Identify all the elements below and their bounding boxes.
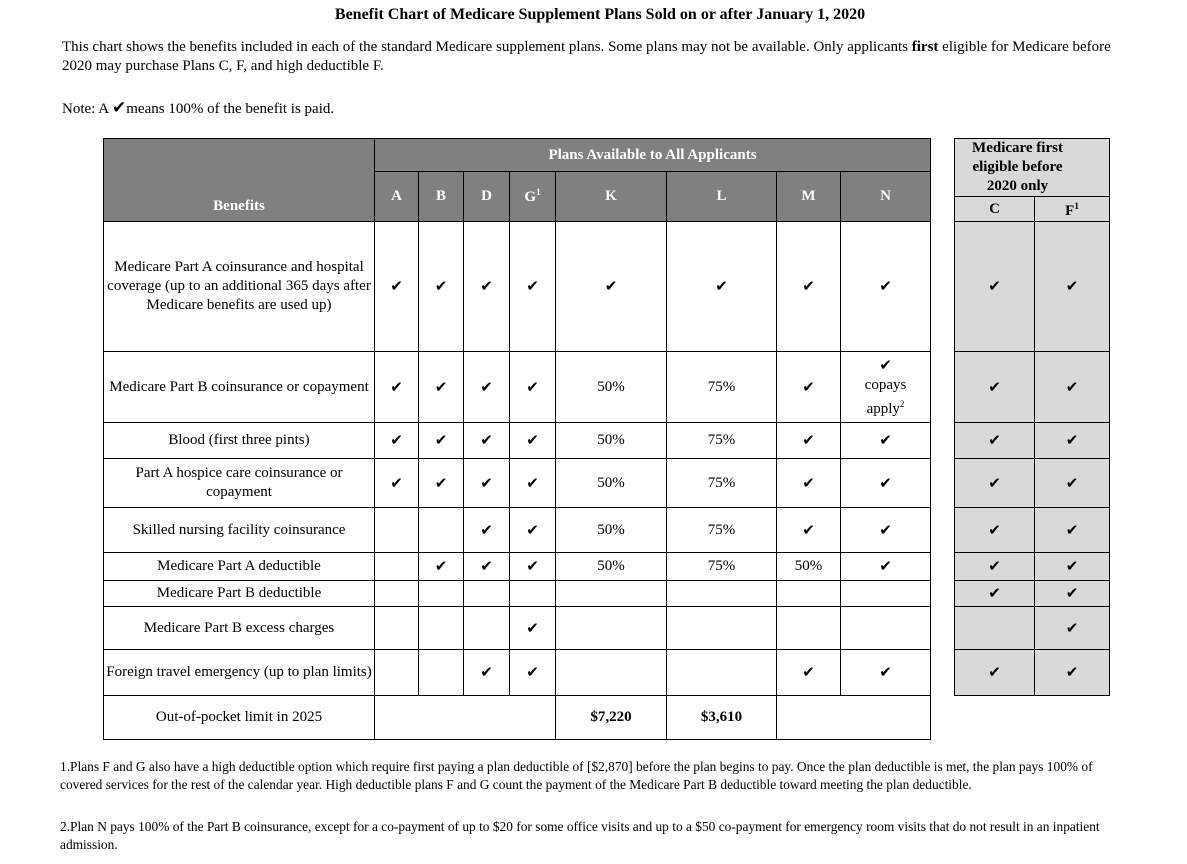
cell-check <box>464 459 510 508</box>
table-row <box>104 459 931 508</box>
footnote-2: 2.Plan N pays 100% of the Part B coinsurance, except for a co-payment of up to $20 for some office visits and up to a $50 co-payment for emergency room visits that do not result in an inpatient admission. <box>60 819 1100 852</box>
note-suffix: means 100% of the benefit is paid. <box>126 101 335 117</box>
benefit-label: Part A hospice care coinsurance or copayment <box>104 459 375 508</box>
checkmark-icon: ✔ <box>1065 663 1079 681</box>
checkmark-icon: ✔ <box>390 431 403 449</box>
checkmark-icon: ✔ <box>879 520 892 539</box>
cell-empty <box>375 696 556 740</box>
cell-check <box>841 650 931 696</box>
oop-row <box>104 696 931 740</box>
benefit-label: Blood (first three pints) <box>104 423 375 459</box>
table-row <box>955 553 1110 581</box>
cell-check <box>841 423 931 459</box>
cell-empty <box>419 581 464 607</box>
note-prefix: Note: A <box>62 101 113 117</box>
checkmark-icon: ✔ <box>1065 557 1079 575</box>
cell-check <box>375 459 419 508</box>
table-row <box>104 423 931 459</box>
checkmark-icon: ✔ <box>1065 584 1079 602</box>
checkmark-icon: ✔ <box>480 473 493 492</box>
benefits-header <box>104 139 375 222</box>
checkmark-icon: ✔ <box>988 557 1001 575</box>
percent-value: 75% <box>707 378 736 395</box>
cell-empty <box>419 650 464 696</box>
checkmark-icon: ✔ <box>988 520 1001 539</box>
cell-empty <box>955 607 1035 650</box>
checkmark-icon: ✔ <box>434 277 448 295</box>
cell-percent <box>667 352 777 423</box>
cell-check <box>955 222 1035 352</box>
plans-header: Plans Available to All Applicants <box>375 139 931 172</box>
cell-empty <box>556 581 667 607</box>
cell-check <box>777 650 841 696</box>
percent-value: 75% <box>707 521 736 538</box>
cell-empty <box>841 581 931 607</box>
checkmark-icon: ✔ <box>879 431 892 449</box>
benefit-label: Medicare Part A deductible <box>104 553 375 581</box>
checkmark-icon: ✔ <box>434 557 448 575</box>
cell-percent <box>556 508 667 553</box>
cell-empty <box>375 553 419 581</box>
cell-check <box>464 352 510 423</box>
benefit-label: Skilled nursing facility coinsurance <box>104 508 375 553</box>
plan-header-g <box>510 172 556 222</box>
checkmark-icon: ✔ <box>526 431 539 449</box>
cell-check <box>464 650 510 696</box>
checkmark-icon: ✔ <box>1065 377 1079 396</box>
checkmark-icon: ✔ <box>526 377 539 396</box>
percent-value: 50% <box>794 558 823 574</box>
plan-header-l: L <box>667 172 777 222</box>
checkmark-icon: ✔ <box>1065 618 1079 637</box>
intro-text-end: eligible for Medicare before 2020 may purchase Plans C, F, and high deductible F. <box>62 39 1111 74</box>
percent-value: 50% <box>597 474 625 491</box>
cell-check <box>955 581 1035 607</box>
cell-check <box>375 423 419 459</box>
cell-percent <box>667 553 777 581</box>
checkmark-icon: ✔ <box>802 663 815 681</box>
cell-check <box>777 222 841 352</box>
cell-empty <box>777 581 841 607</box>
percent-value: 50% <box>597 521 625 538</box>
checkmark-icon: ✔ <box>390 277 403 295</box>
cell-check <box>777 508 841 553</box>
cell-check <box>510 607 556 650</box>
percent-value: 50% <box>597 378 625 395</box>
cell-check <box>777 459 841 508</box>
table-row <box>955 423 1110 459</box>
benefit-label: Medicare Part A coinsurance and hospital coverage (up to an additional 365 days after Medicare benefits are used up) <box>104 222 375 352</box>
plan-header-a: A <box>375 172 419 222</box>
percent-value: 50% <box>597 432 625 448</box>
copays-note-text: copays apply <box>864 376 907 417</box>
checkmark-icon: ✔ <box>802 520 815 539</box>
plan-header-k: K <box>556 172 667 222</box>
benefits-header-label: Benefits <box>213 198 265 214</box>
cell-empty <box>419 607 464 650</box>
cell-check <box>510 423 556 459</box>
cell-check <box>419 222 464 352</box>
percent-value: 50% <box>597 558 625 574</box>
cell-empty <box>667 607 777 650</box>
cell-empty <box>464 581 510 607</box>
checkmark-icon: ✔ <box>879 557 892 575</box>
cell-empty <box>375 650 419 696</box>
cell-check <box>841 222 931 352</box>
checkmark-icon: ✔ <box>434 377 448 396</box>
cell-check <box>510 459 556 508</box>
checkmark-icon: ✔ <box>390 473 403 492</box>
cell-check <box>464 508 510 553</box>
cell-check <box>1035 607 1110 650</box>
checkmark-icon: ✔ <box>1065 520 1079 539</box>
footnote-1: 1.Plans F and G also have a high deductible option which require first paying a plan deductible of [$2,870] before the plan begins to pay. Once the plan deductible is met, the plan pays 100% of covered services for the rest of the calendar year. High deductible plans F and G count the payment of the Medicare Part B deductible toward meeting the plan deductible. <box>60 759 1093 792</box>
table-row <box>104 352 931 423</box>
cell-check <box>841 459 931 508</box>
cell-check <box>419 423 464 459</box>
checkmark-icon: ✔ <box>802 473 815 492</box>
benefit-label: Foreign travel emergency (up to plan limits) <box>104 650 375 696</box>
intro-paragraph <box>62 38 1142 76</box>
checkmark-icon: ✔ <box>988 431 1001 449</box>
cell-empty <box>375 581 419 607</box>
cell-check <box>1035 423 1110 459</box>
cell-check <box>419 553 464 581</box>
checkmark-icon: ✔ <box>480 663 493 681</box>
cell-empty <box>375 607 419 650</box>
table-row <box>955 459 1110 508</box>
checkmark-icon: ✔ <box>802 431 815 449</box>
checkmark-icon: ✔ <box>988 584 1001 602</box>
cell-check <box>777 423 841 459</box>
table-row <box>104 553 931 581</box>
cell-percent <box>556 459 667 508</box>
page-title: Benefit Chart of Medicare Supplement Plans Sold on or after January 1, 2020 <box>334 6 866 23</box>
table-row <box>955 222 1110 352</box>
cell-check <box>375 222 419 352</box>
table-row <box>104 508 931 553</box>
plan-header-f <box>1035 197 1110 222</box>
checkmark-icon: ✔ <box>526 557 539 575</box>
cell-check <box>464 423 510 459</box>
checkmark-icon: ✔ <box>526 277 539 295</box>
cell-check <box>955 508 1035 553</box>
cell-check <box>1035 352 1110 423</box>
checkmark-icon: ✔ <box>526 520 539 539</box>
benefit-label: Medicare Part B deductible <box>104 581 375 607</box>
cell-check <box>1035 222 1110 352</box>
checkmark-icon: ✔ <box>390 377 403 396</box>
plan-g-label: G <box>524 189 537 205</box>
table-row <box>955 607 1110 650</box>
cell-check <box>464 553 510 581</box>
cell-check <box>510 650 556 696</box>
cell-check <box>777 352 841 423</box>
checkmark-icon: ✔ <box>879 473 892 492</box>
cell-check <box>375 352 419 423</box>
table-row <box>104 222 931 352</box>
cell-percent <box>667 459 777 508</box>
copays-footnote-ref: 2 <box>899 398 905 409</box>
cell-empty <box>375 508 419 553</box>
checkmark-icon: ✔ <box>434 431 448 449</box>
cell-check <box>510 222 556 352</box>
cell-empty <box>667 650 777 696</box>
cell-check <box>667 222 777 352</box>
cell-check <box>955 553 1035 581</box>
checkmark-icon: ✔ <box>480 277 493 295</box>
plan-header-n: N <box>841 172 931 222</box>
cell-check-with-note <box>841 352 931 423</box>
checkmark-icon: ✔ <box>1065 431 1079 449</box>
checkmark-icon: ✔ <box>879 277 892 295</box>
checkmark-icon: ✔ <box>802 377 815 396</box>
checkmark-icon: ✔ <box>526 473 539 492</box>
table-row <box>955 581 1110 607</box>
checkmark-icon: ✔ <box>715 277 728 295</box>
cell-percent <box>667 508 777 553</box>
cell-check <box>1035 581 1110 607</box>
checkmark-icon: ✔ <box>1065 277 1079 295</box>
checkmark-icon: ✔ <box>480 557 493 575</box>
cell-percent <box>556 553 667 581</box>
benefit-label: Medicare Part B coinsurance or copayment <box>104 352 375 423</box>
checkmark-icon: ✔ <box>604 277 618 295</box>
percent-value: 75% <box>707 432 736 448</box>
first-eligible-table <box>954 138 1110 696</box>
intro-bold-first: first <box>911 39 939 55</box>
cell-check <box>1035 459 1110 508</box>
cell-percent <box>667 423 777 459</box>
cell-check <box>1035 508 1110 553</box>
oop-l-value: $3,610 <box>667 696 777 740</box>
oop-k-value: $7,220 <box>556 696 667 740</box>
cell-percent <box>556 352 667 423</box>
table-row <box>955 352 1110 423</box>
cell-empty <box>556 650 667 696</box>
checkmark-icon: ✔ <box>988 663 1001 681</box>
checkmark-icon: ✔ <box>988 473 1001 492</box>
cell-empty <box>777 607 841 650</box>
plan-header-d: D <box>464 172 510 222</box>
cell-empty <box>464 607 510 650</box>
plan-header-b: B <box>419 172 464 222</box>
plan-header-m: M <box>777 172 841 222</box>
first-eligible-header <box>955 139 1110 197</box>
cell-empty <box>556 607 667 650</box>
plan-header-c: C <box>955 197 1035 222</box>
table-row <box>955 508 1110 553</box>
checkmark-icon: ✔ <box>988 277 1001 295</box>
cell-check <box>510 553 556 581</box>
cell-check <box>1035 650 1110 696</box>
checkmark-icon: ✔ <box>1065 473 1079 492</box>
copays-note <box>856 376 916 419</box>
cell-empty <box>510 581 556 607</box>
percent-value: 75% <box>707 474 736 491</box>
plan-f-label: F <box>1065 203 1075 219</box>
intro-text-start: This chart shows the benefits included in each of the standard Medicare supplement plans. Some plans may not be available. Only applicants <box>62 39 912 55</box>
cell-check <box>841 508 931 553</box>
checkmark-icon: ✔ <box>480 377 493 396</box>
table-row <box>104 581 931 607</box>
table-row <box>955 650 1110 696</box>
cell-percent <box>777 553 841 581</box>
checkmark-icon: ✔ <box>802 277 815 295</box>
cell-check <box>510 352 556 423</box>
cell-percent <box>556 423 667 459</box>
checkmark-icon: ✔ <box>434 473 448 492</box>
checkmark-icon: ✔ <box>112 98 127 118</box>
cell-check <box>955 650 1035 696</box>
plans-table <box>103 138 931 740</box>
cell-check <box>464 222 510 352</box>
cell-check <box>556 222 667 352</box>
table-row <box>104 650 931 696</box>
cell-check <box>419 459 464 508</box>
checkmark-icon: ✔ <box>480 431 493 449</box>
benefit-label: Medicare Part B excess charges <box>104 607 375 650</box>
cell-empty <box>841 607 931 650</box>
first-eligible-header-label: Medicare first eligible before 2020 only <box>972 140 1063 194</box>
oop-label: Out-of-pocket limit in 2025 <box>104 696 375 740</box>
plan-g-footnote-ref: 1 <box>536 187 541 197</box>
checkmark-icon: ✔ <box>480 520 493 539</box>
cell-check <box>1035 553 1110 581</box>
cell-check <box>841 553 931 581</box>
checkmark-icon: ✔ <box>879 663 892 681</box>
cell-empty <box>667 581 777 607</box>
cell-empty <box>777 696 931 740</box>
cell-check <box>955 352 1035 423</box>
checkmark-icon: ✔ <box>526 663 539 681</box>
table-row <box>104 607 931 650</box>
cell-check <box>510 508 556 553</box>
checkmark-icon: ✔ <box>526 618 539 637</box>
note-line <box>62 98 334 118</box>
cell-check <box>419 352 464 423</box>
plan-f-footnote-ref: 1 <box>1074 201 1079 211</box>
cell-check <box>955 423 1035 459</box>
checkmark-icon: ✔ <box>879 355 892 374</box>
cell-empty <box>419 508 464 553</box>
percent-value: 75% <box>707 558 736 574</box>
checkmark-icon: ✔ <box>988 377 1001 396</box>
cell-check <box>955 459 1035 508</box>
